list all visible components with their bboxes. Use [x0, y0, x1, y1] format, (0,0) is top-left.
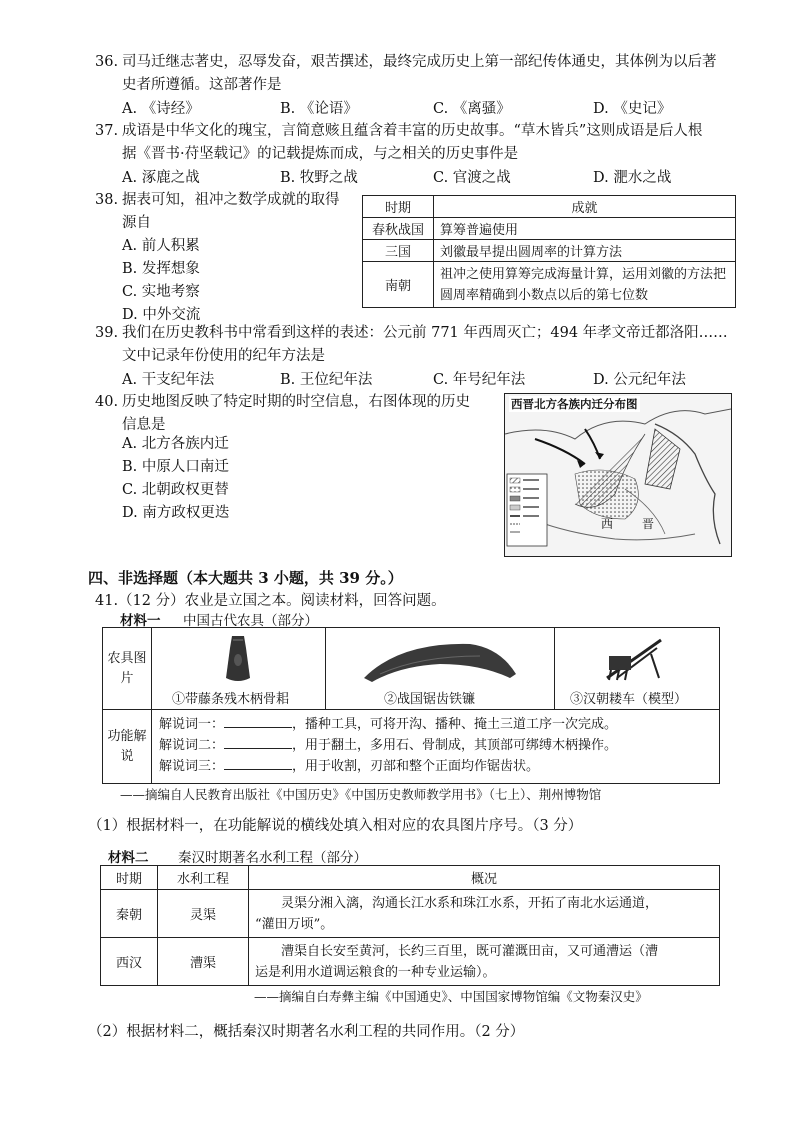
q41-intro: 41.（12 分）农业是立国之本。阅读材料，回答问题。 [95, 593, 446, 609]
tool-cell-3 [555, 628, 719, 710]
q38-table-period: 春秋战国 [363, 218, 434, 240]
q38-table-achievement: 算筹普遍使用 [434, 218, 736, 240]
blank-input-1[interactable] [224, 714, 292, 728]
q40-option-c[interactable]: C. 北朝政权更替 [122, 482, 229, 498]
q38-table-period: 南朝 [363, 262, 434, 308]
q36-option-b[interactable]: B. 《论语》 [280, 101, 358, 117]
q38-table-header-period: 时期 [363, 196, 434, 218]
tool-caption-3: ③汉朝耧车（模型） [570, 692, 688, 707]
map-label-jin: 晋 [642, 517, 655, 531]
q38-table [362, 195, 736, 308]
q37-option-c[interactable]: C. 官渡之战 [433, 170, 511, 186]
q38-table-header-achievement: 成就 [434, 196, 736, 218]
material1-title: 中国古代农具（部分） [183, 613, 318, 629]
explanation-2: 解说词二： ，用于翻土，多用石、骨制成，其顶部可绑缚木柄操作。 [159, 735, 617, 756]
material2-title: 秦汉时期著名水利工程（部分） [178, 850, 367, 866]
q38-table-achievement: 刘徽最早提出圆周率的计算方法 [434, 240, 736, 262]
table2-project: 灵渠 [158, 890, 249, 938]
blank-input-3[interactable] [224, 756, 292, 770]
tools-table [102, 627, 720, 784]
table2-overview: 灵渠分湘入漓，沟通长江水系和珠江水系，开拓了南北水运通道， “灌田万顷”。 [249, 890, 720, 938]
blank-input-2[interactable] [224, 735, 292, 749]
q38-table-period: 三国 [363, 240, 434, 262]
q36-option-c[interactable]: C. 《离骚》 [433, 101, 511, 117]
q40-option-b[interactable]: B. 中原人口南迁 [122, 459, 229, 475]
q38-stem-line1: 据表可知，祖冲之数学成就的取得 [122, 192, 340, 208]
q40-option-a[interactable]: A. 北方各族内迁 [122, 436, 229, 452]
q40-map [504, 393, 732, 557]
row-header-pictures: 农具图片 [103, 628, 152, 710]
q36-option-a[interactable]: A. 《诗经》 [122, 101, 200, 117]
q38-option-c[interactable]: C. 实地考察 [122, 284, 200, 300]
sub-question-1: （1）根据材料一，在功能解说的横线处填入相对应的农具图片序号。（3 分） [88, 818, 583, 834]
q39-option-c[interactable]: C. 年号纪年法 [433, 372, 526, 388]
q40-option-d[interactable]: D. 南方政权更迭 [122, 505, 230, 521]
table2-header-project: 水利工程 [158, 866, 249, 890]
tool-caption-1: ①带藤条残木柄骨耜 [172, 692, 290, 707]
q39-option-d[interactable]: D. 公元纪年法 [593, 372, 686, 388]
table2-header-period: 时期 [101, 866, 158, 890]
q40-number: 40. [95, 394, 119, 410]
q40-stem-line2: 信息是 [122, 417, 166, 433]
q36-stem-line2: 史者所遵循。这部著作是 [122, 77, 282, 93]
sub-question-2: （2）根据材料二，概括秦汉时期著名水利工程的共同作用。（2 分） [88, 1024, 525, 1040]
q37-option-a[interactable]: A. 涿鹿之战 [122, 170, 200, 186]
q38-option-a[interactable]: A. 前人积累 [122, 238, 200, 254]
q38-option-b[interactable]: B. 发挥想象 [122, 261, 200, 277]
q40-stem-line1: 历史地图反映了特定时期的时空信息，右图体现的历史 [122, 394, 470, 410]
tool-caption-2: ②战国锯齿铁镰 [384, 692, 476, 707]
q36-stem-line1: 司马迁继志著史，忍辱发奋，艰苦撰述，最终完成历史上第一部纪传体通史，其体例为以后著 [122, 54, 717, 70]
q37-stem-line2: 据《晋书·苻坚载记》的记载提炼而成，与之相关的历史事件是 [122, 146, 519, 162]
map-title: 西晋北方各族内迁分布图 [511, 397, 638, 411]
row-header-explanations: 功能解说 [103, 710, 152, 783]
q38-stem-line2: 源自 [122, 215, 151, 231]
q36-option-d[interactable]: D. 《史记》 [593, 101, 672, 117]
section4-title: 四、非选择题（本大题共 3 小题，共 39 分。） [88, 569, 403, 587]
q37-option-d[interactable]: D. 淝水之战 [593, 170, 672, 186]
explanation-1: 解说词一： ，播种工具，可将开沟、播种、掩土三道工序一次完成。 [159, 714, 617, 735]
q38-option-d[interactable]: D. 中外交流 [122, 307, 201, 323]
explanation-list [159, 714, 617, 777]
bone-spade-illustration [220, 634, 256, 686]
table2-overview: 漕渠自长安至黄河，长约三百里，既可灌溉田亩，又可通漕运（漕 运是利用水道调运粮食的一种专业运输）。 [249, 938, 720, 986]
q36-number: 36. [95, 54, 119, 70]
map-illustration [505, 394, 731, 556]
table2-period: 秦朝 [101, 890, 158, 938]
explanation-3: 解说词三： ，用于收割，刃部和整个正面均作锯齿状。 [159, 756, 617, 777]
tool-cell-2 [326, 628, 555, 710]
source-2: ——摘编自白寿彝主编《中国通史》、中国国家博物馆编《文物秦汉史》 [254, 989, 648, 1004]
material1-label: 材料一 [120, 613, 161, 629]
material2-label: 材料二 [108, 850, 149, 866]
tool-cell-1 [152, 628, 326, 710]
water-projects-table [100, 865, 720, 986]
q37-option-b[interactable]: B. 牧野之战 [280, 170, 358, 186]
table2-project: 漕渠 [158, 938, 249, 986]
q39-stem-line1: 我们在历史教科书中常看到这样的表述：公元前 771 年西周灭亡；494 年孝文帝迁都洛阳…… [122, 325, 728, 341]
q39-option-b[interactable]: B. 王位纪年法 [280, 372, 373, 388]
map-label-xi: 西 [601, 517, 614, 531]
seed-drill-illustration [601, 634, 667, 684]
table2-period: 西汉 [101, 938, 158, 986]
q38-number: 38. [95, 192, 119, 208]
iron-sickle-illustration [360, 634, 520, 686]
q37-number: 37. [95, 123, 119, 139]
q39-stem-line2: 文中记录年份使用的纪年方法是 [122, 348, 325, 364]
q39-number: 39. [95, 325, 119, 341]
q38-table-achievement: 祖冲之使用算筹完成海量计算，运用刘徽的方法把圆周率精确到小数点以后的第七位数 [434, 262, 736, 308]
source-1: ——摘编自人民教育出版社《中国历史》《中国历史教师教学用书》（七上）、荆州博物馆 [120, 787, 602, 802]
table2-header-overview: 概况 [249, 866, 720, 890]
q39-option-a[interactable]: A. 干支纪年法 [122, 372, 215, 388]
q37-stem-line1: 成语是中华文化的瑰宝，言简意赅且蕴含着丰富的历史故事。“草木皆兵”这则成语是后人根 [122, 123, 703, 139]
